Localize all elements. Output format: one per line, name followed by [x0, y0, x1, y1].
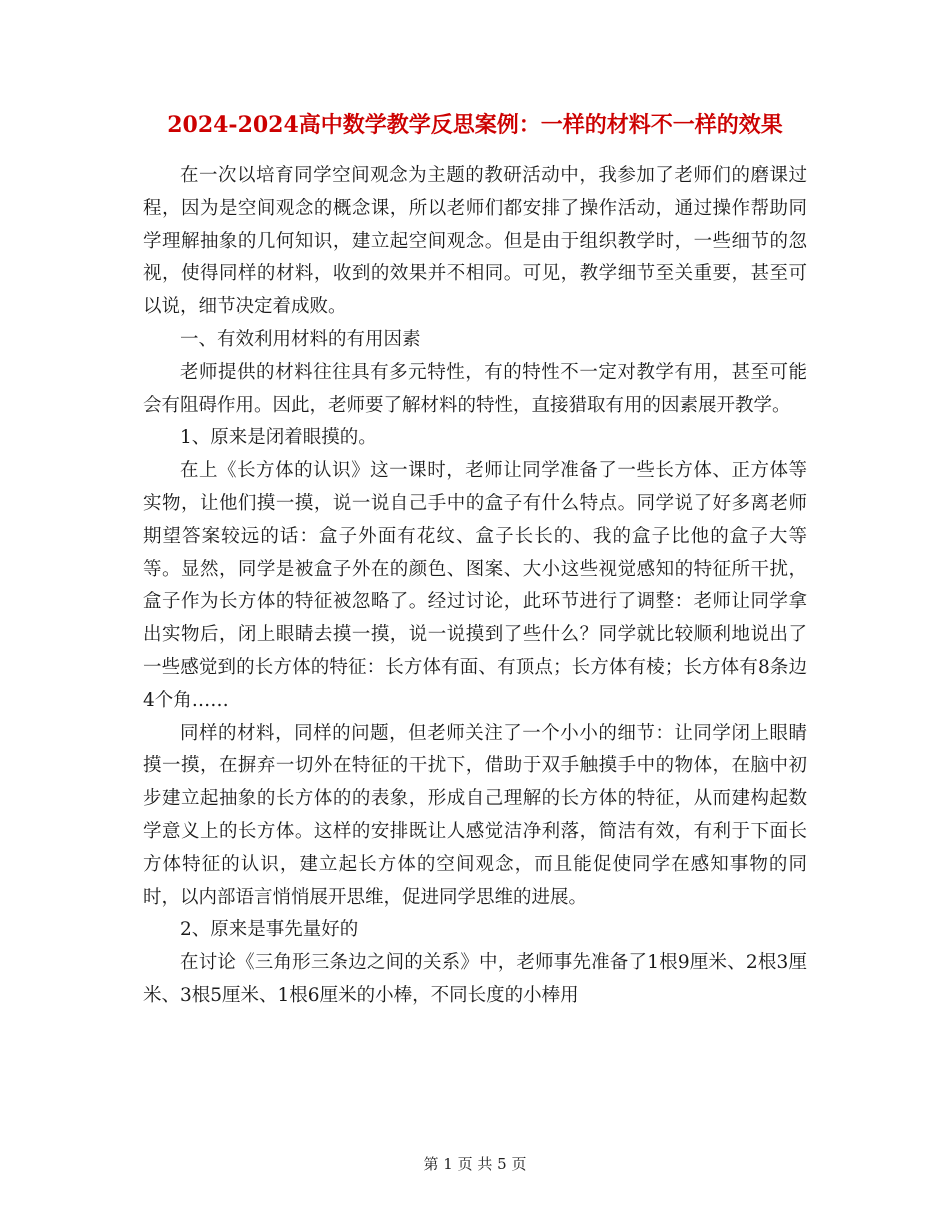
- document-body: [143, 160, 807, 1013]
- paragraph-triangle-lesson: 在讨论《三角形三条边之间的关系》中，老师事先准备了1根9厘米、2根3厘米、3根5厘米、1根6厘米的小棒，不同长度的小棒用: [143, 952, 807, 1006]
- subheading-1: 1、原来是闭着眼摸的。: [180, 427, 377, 449]
- paragraph-detail-analysis: 同样的材料，同样的问题，但老师关注了一个小小的细节：让同学闭上眼睛摸一摸，在摒弃一切外在特征的干扰下，借助于双手触摸手中的物体，在脑中初步建立起抽象的长方体的的表象，形成自己理解的长方体的特征，从而建构起数学意义上的长方体。这样的安排既让人感觉洁净利落，简洁有效，有利于下面长方体特征的认识，建立起长方体的空间观念，而且能促使同学在感知事物的同时，以内部语言悄悄展开思维，促进同学思维的进展。: [143, 722, 807, 908]
- section-heading-1: 一、有效利用材料的有用因素: [180, 328, 421, 350]
- subheading-2: 2、原来是事先量好的: [180, 919, 359, 941]
- paragraph-materials: 老师提供的材料往往具有多元特性，有的特性不一定对教学有用，甚至可能会有阻碍作用。因此，老师要了解材料的特性，直接猎取有用的因素展开教学。: [143, 361, 807, 416]
- document-title: 2024-2024高中数学教学反思案例：一样的材料不一样的效果: [167, 112, 783, 138]
- page-footer: 第 1 页 共 5 页: [423, 1155, 527, 1173]
- paragraph-intro: 在一次以培育同学空间观念为主题的教研活动中，我参加了老师们的磨课过程，因为是空间观念的概念课，所以老师们都安排了操作活动，通过操作帮助同学理解抽象的几何知识，建立起空间观念。但是由于组织教学时，一些细节的忽视，使得同样的材料，收到的效果并不相同。可见，教学细节至关重要，甚至可以说，细节决定着成败。: [143, 165, 807, 318]
- paragraph-cuboid-lesson: 在上《长方体的认识》这一课时，老师让同学准备了一些长方体、正方体等实物，让他们摸一摸，说一说自己手中的盒子有什么特点。同学说了好多离老师期望答案较远的话：盒子外面有花纹、盒子长长的、我的盒子比他的盒子大等等。显然，同学是被盒子外在的颜色、图案、大小这些视觉感知的特征所干扰，盒子作为长方体的特征被忽略了。经过讨论，此环节进行了调整：老师让同学拿出实物后，闭上眼睛去摸一摸，说一说摸到了些什么？同学就比较顺利地说出了一些感觉到的长方体的特征：长方体有面、有顶点；长方体有棱；长方体有8条边4个角……: [143, 460, 807, 711]
